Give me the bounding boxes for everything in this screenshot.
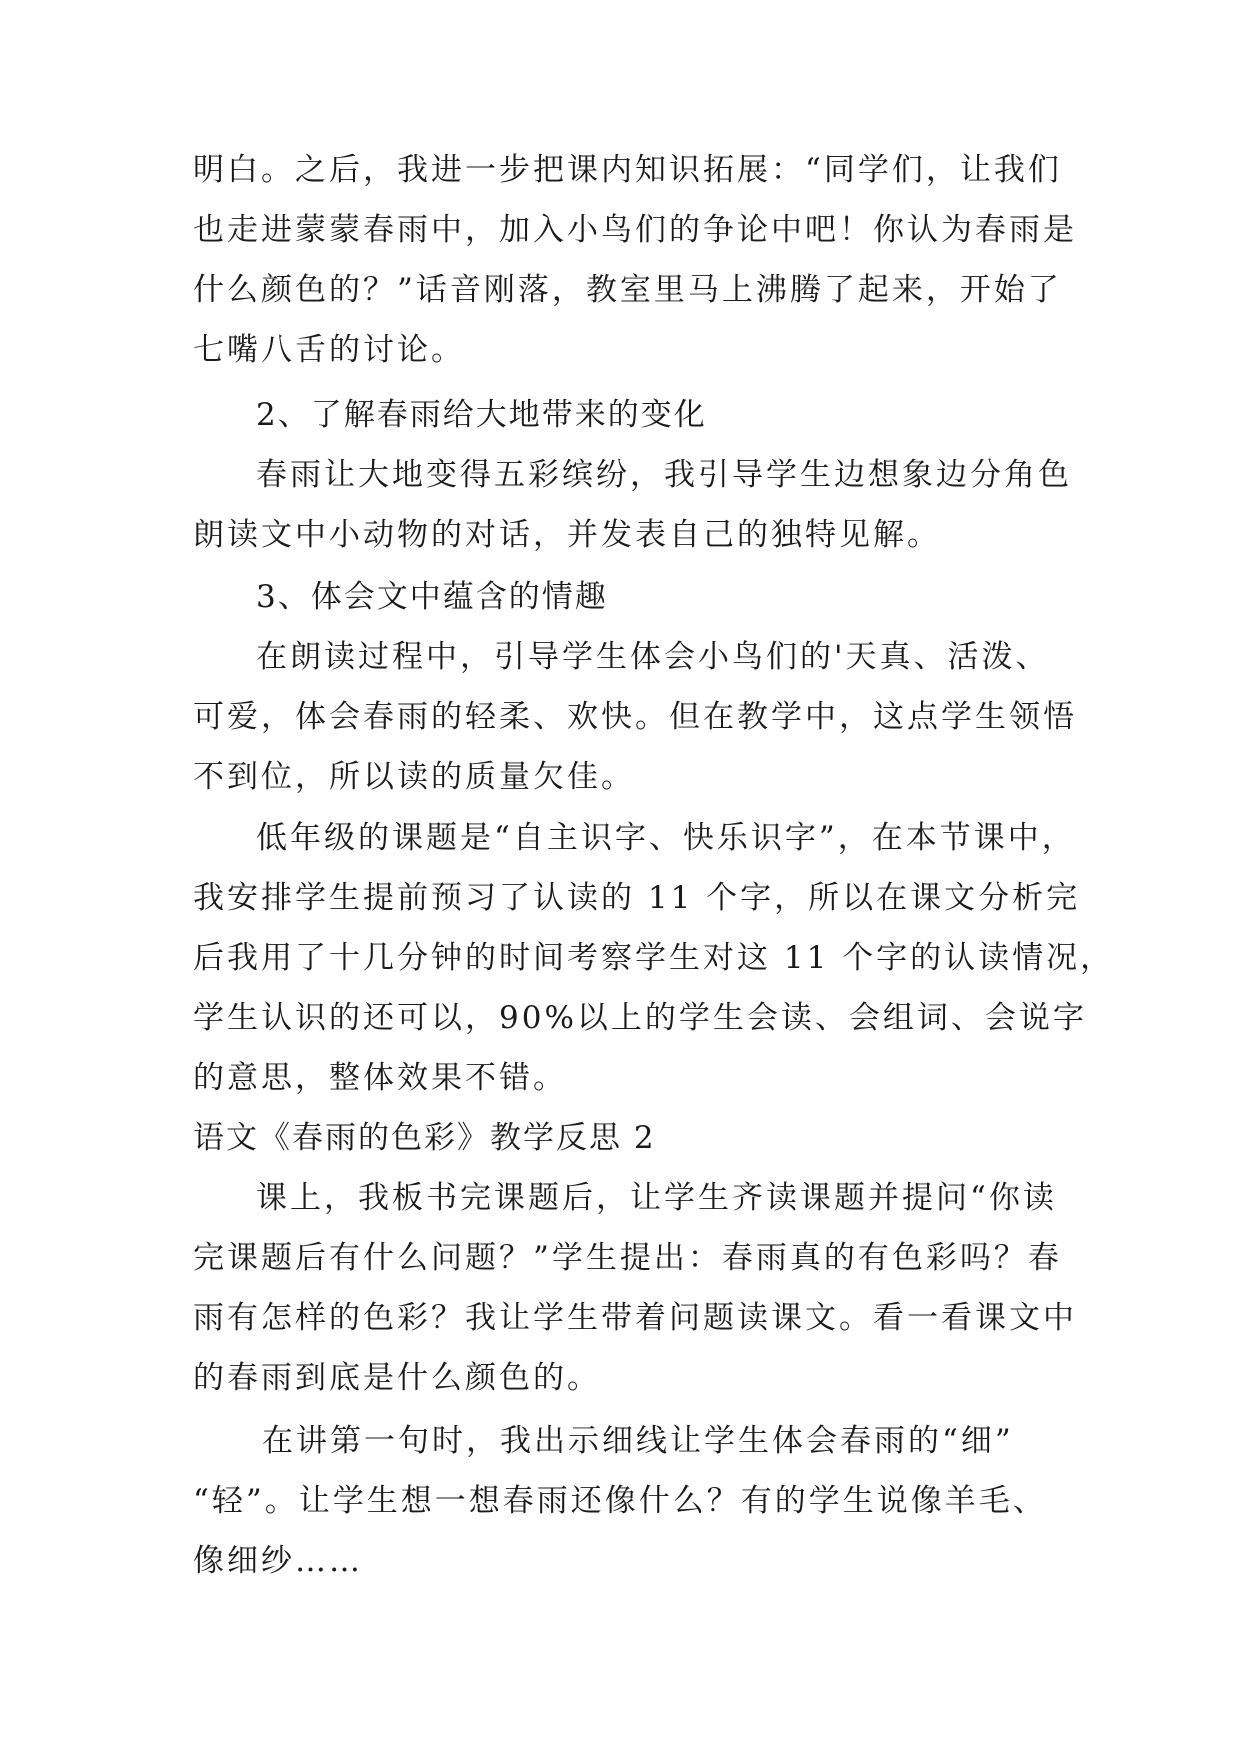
- paragraph-line: 我安排学生提前预习了认读的 11 个字，所以在课文分析完: [193, 880, 1081, 916]
- paragraph-line: 的春雨到底是什么颜色的。: [193, 1360, 601, 1396]
- paragraph-line: 朗读文中小动物的对话，并发表自己的独特见解。: [193, 517, 941, 553]
- paragraph-line: 也走进蒙蒙春雨中，加入小鸟们的争论中吧！你认为春雨是: [193, 212, 1077, 248]
- paragraph-line: 不到位，所以读的质量欠佳。: [193, 759, 635, 795]
- paragraph-line: 完课题后有什么问题？”学生提出：春雨真的有色彩吗？春: [193, 1240, 1062, 1276]
- paragraph-line: “轻”。让学生想一想春雨还像什么？有的学生说像羊毛、: [193, 1483, 1047, 1519]
- paragraph-line: 像细纱……: [193, 1543, 363, 1579]
- paragraph-line: 低年级的课题是“自主识字、快乐识字”，在本节课中，: [256, 820, 1076, 856]
- section-heading: 2、了解春雨给大地带来的变化: [256, 397, 707, 433]
- paragraph-line: 在朗读过程中，引导学生体会小鸟们的'天真、活泼、: [256, 639, 1050, 675]
- paragraph-line: 课上，我板书完课题后，让学生齐读课题并提问“你读: [256, 1180, 1057, 1216]
- paragraph-line: 的意思，整体效果不错。: [193, 1060, 567, 1096]
- paragraph-line: 后我用了十几分钟的时间考察学生对这 11 个字的认读情况，: [193, 940, 1115, 976]
- paragraph-line: 春雨让大地变得五彩缤纷，我引导学生边想象边分角色: [256, 457, 1072, 493]
- paragraph-line: 七嘴八舌的讨论。: [193, 332, 465, 368]
- paragraph-line: 明白。之后，我进一步把课内知识拓展：“同学们，让我们: [193, 152, 1062, 188]
- section-title: 语文《春雨的色彩》教学反思 2: [193, 1120, 656, 1156]
- paragraph-line: 学生认识的还可以，90%以上的学生会读、会组词、会说字: [193, 1000, 1087, 1036]
- paragraph-line: 雨有怎样的色彩？我让学生带着问题读课文。看一看课文中: [193, 1300, 1077, 1336]
- paragraph-line: 在讲第一句时，我出示细线让学生体会春雨的“细”: [262, 1423, 1014, 1459]
- paragraph-line: 可爱，体会春雨的轻柔、欢快。但在教学中，这点学生领悟: [193, 699, 1077, 735]
- section-heading: 3、体会文中蕴含的情趣: [256, 579, 608, 615]
- paragraph-line: 什么颜色的？”话音刚落，教室里马上沸腾了起来，开始了: [193, 272, 1062, 308]
